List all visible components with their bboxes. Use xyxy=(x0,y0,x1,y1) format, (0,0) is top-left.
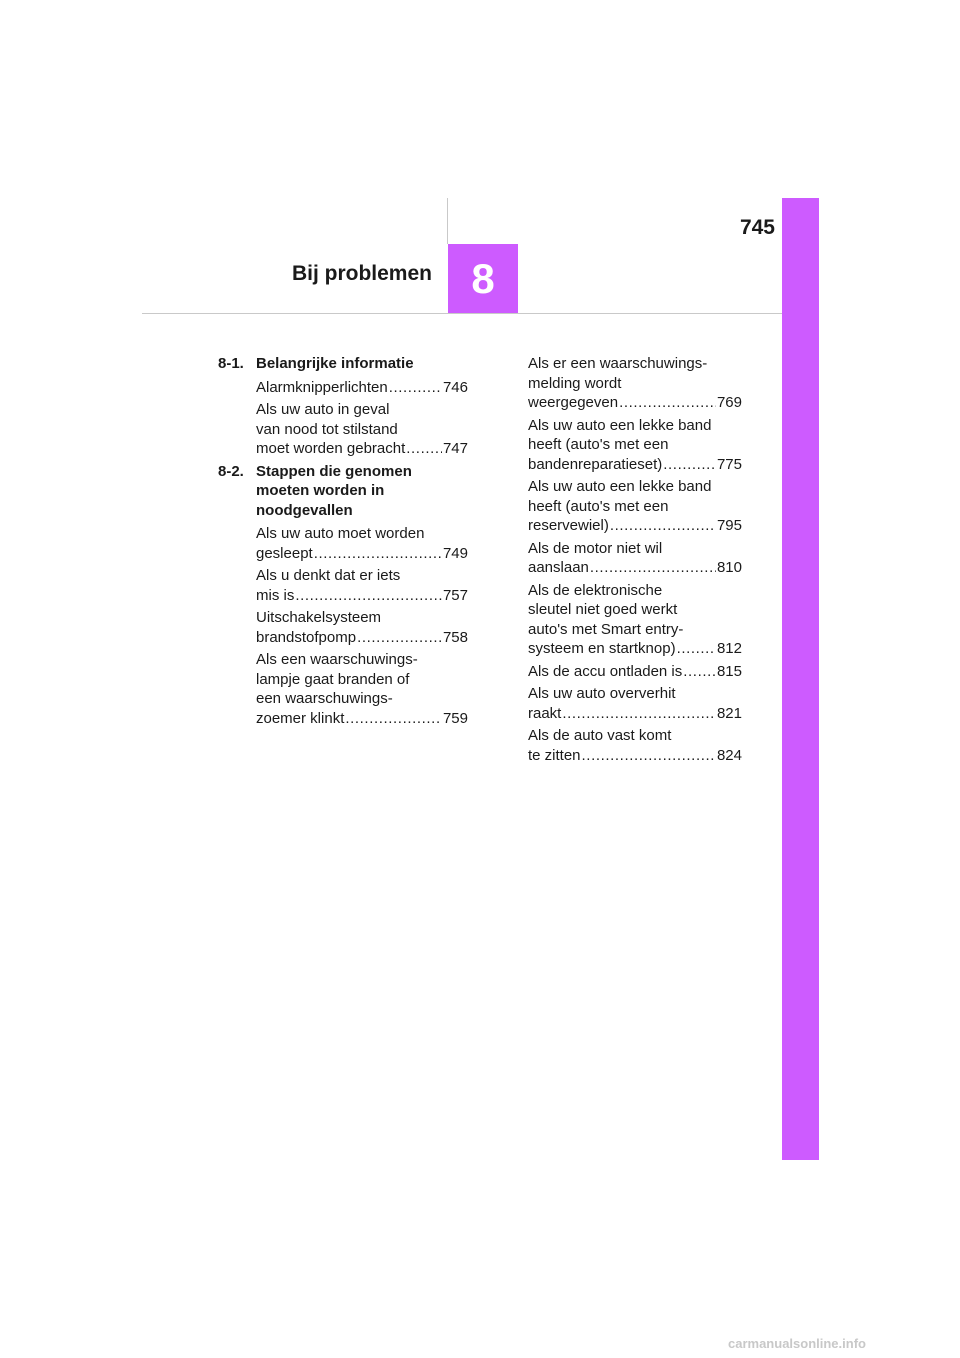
toc-entry-text: Als uw auto in geval xyxy=(256,401,390,418)
toc-entry-text: Uitschakelsysteem xyxy=(256,609,382,626)
toc-entry-last-line xyxy=(256,586,468,606)
toc-entry[interactable] xyxy=(528,416,742,475)
dot-leader xyxy=(295,586,442,606)
toc-entry-text: Als uw auto moet worden xyxy=(256,525,425,542)
toc-page-number[interactable]: 759 xyxy=(442,709,468,727)
watermark: carmanualsonline.info xyxy=(728,1336,866,1351)
toc-entry-text: Als de auto vast komt xyxy=(528,727,672,744)
toc-entry[interactable] xyxy=(256,524,468,563)
toc-entry-text: auto's met Smart entry- xyxy=(528,620,684,638)
toc-section-number: 8-1. xyxy=(218,355,244,372)
toc-entry-text: Als de elektronische xyxy=(528,581,663,599)
toc-page-number[interactable]: 824 xyxy=(716,746,742,764)
dot-leader xyxy=(562,704,716,724)
toc-page-number[interactable]: 769 xyxy=(716,394,742,411)
dot-leader xyxy=(357,628,442,648)
toc-entry-text: Als uw auto oververhit xyxy=(528,685,676,702)
toc-page-number[interactable]: 758 xyxy=(442,628,468,646)
toc-entry-text: aanslaan xyxy=(528,559,589,576)
dot-leader xyxy=(345,709,442,729)
dot-leader xyxy=(406,439,442,459)
toc-entry-text: Als u denkt dat er iets xyxy=(256,567,401,584)
toc-left-column xyxy=(218,354,468,731)
toc-entry-last-line xyxy=(256,544,468,564)
toc-entry[interactable] xyxy=(528,354,742,413)
toc-page-number[interactable]: 775 xyxy=(716,455,742,473)
toc-entry[interactable] xyxy=(256,378,468,398)
toc-section-number: 8-2. xyxy=(218,462,244,480)
toc-entry-text: melding wordt xyxy=(528,374,622,392)
chapter-number-badge: 8 xyxy=(448,244,518,313)
toc-section-heading xyxy=(218,462,468,521)
toc-entry-last-line xyxy=(256,439,468,459)
page-number: 745 xyxy=(739,216,775,239)
toc-entry-text: heeft (auto's met een xyxy=(528,497,669,515)
toc-section-title xyxy=(256,462,468,521)
toc-entry[interactable] xyxy=(528,662,742,682)
toc-entry-last-line xyxy=(256,709,468,729)
toc-entry-text: Als de motor niet wil xyxy=(528,539,663,557)
toc-entry[interactable] xyxy=(256,400,468,459)
toc-page-number[interactable]: 749 xyxy=(442,544,468,562)
toc-entry[interactable] xyxy=(256,650,468,728)
toc-entry-text: Als uw auto een lekke band xyxy=(528,416,712,434)
toc-entry-last-line xyxy=(528,639,742,659)
toc-entry[interactable] xyxy=(528,684,742,723)
dot-leader xyxy=(590,558,716,578)
toc-entry-text: brandstofpomp xyxy=(256,628,357,646)
toc-section-title-line: moeten worden in xyxy=(256,482,385,499)
toc-right-column xyxy=(528,354,742,768)
toc-entry-text: gesleept xyxy=(256,544,313,562)
header-divider-vertical xyxy=(447,198,448,244)
toc-page-number[interactable]: 812 xyxy=(716,640,742,657)
dot-leader xyxy=(663,455,716,475)
toc-page-number[interactable]: 821 xyxy=(716,704,742,722)
toc-page-number[interactable]: 747 xyxy=(442,440,468,457)
toc-entry[interactable] xyxy=(528,539,742,578)
chapter-side-tab xyxy=(782,198,819,1160)
toc-entry-text: weergegeven xyxy=(528,394,619,411)
toc-entry-text: raakt xyxy=(528,704,562,722)
dot-leader xyxy=(619,393,716,413)
toc-entry[interactable] xyxy=(528,581,742,659)
toc-entry-text: lampje gaat branden of xyxy=(256,670,410,688)
toc-entry-last-line xyxy=(528,662,742,682)
toc-entry-text: Als er een waarschuwings- xyxy=(528,355,708,372)
toc-section-title-line: Stappen die genomen xyxy=(256,462,412,480)
toc-entry[interactable] xyxy=(528,477,742,536)
dot-leader xyxy=(610,516,716,536)
dot-leader xyxy=(683,662,716,682)
toc-entry-text: sleutel niet goed werkt xyxy=(528,601,678,618)
toc-page-number[interactable]: 810 xyxy=(716,559,742,576)
toc-entry-text: een waarschuwings- xyxy=(256,690,393,707)
toc-entry-last-line xyxy=(528,516,742,536)
toc-page-number[interactable]: 746 xyxy=(442,378,468,396)
toc-entry-last-line xyxy=(528,704,742,724)
toc-entry-text: van nood tot stilstand xyxy=(256,420,398,438)
toc-entry-last-line xyxy=(528,393,742,413)
toc-entry-text: Als de accu ontladen is xyxy=(528,662,683,680)
toc-entry-last-line xyxy=(528,455,742,475)
toc-entry-text: Als uw auto een lekke band xyxy=(528,478,712,495)
toc-section-title: Belangrijke informatie xyxy=(256,355,414,372)
toc-section-title-line: noodgevallen xyxy=(256,501,353,519)
toc-section-heading xyxy=(218,354,468,374)
toc-entry-text: Als een waarschuwings- xyxy=(256,651,418,668)
toc-entry-last-line xyxy=(256,628,468,648)
toc-entry-text: Alarmknipperlichten xyxy=(256,378,388,396)
toc-entry-last-line xyxy=(528,746,742,766)
toc-entry-text: mis is xyxy=(256,586,295,604)
dot-leader xyxy=(582,746,716,766)
toc-entry-last-line xyxy=(256,378,468,398)
toc-entry-text: moet worden gebracht xyxy=(256,440,406,457)
toc-entry-text: reservewiel) xyxy=(528,517,609,534)
toc-entry-text: zoemer klinkt xyxy=(256,709,345,727)
toc-entry[interactable] xyxy=(256,566,468,605)
toc-entry-last-line xyxy=(528,558,742,578)
header-divider-horizontal xyxy=(142,313,782,314)
dot-leader xyxy=(389,378,442,398)
toc-entry-text: te zitten xyxy=(528,746,581,764)
dot-leader xyxy=(677,639,716,659)
toc-page-number[interactable]: 815 xyxy=(716,662,742,680)
toc-page-number[interactable]: 757 xyxy=(442,586,468,604)
dot-leader xyxy=(314,544,442,564)
chapter-title: Bij problemen xyxy=(291,262,432,285)
toc-entry-text: heeft (auto's met een xyxy=(528,436,669,453)
toc-entry[interactable] xyxy=(528,726,742,765)
toc-entry[interactable] xyxy=(256,608,468,647)
toc-page-number[interactable]: 795 xyxy=(716,517,742,534)
toc-entry-text: bandenreparatieset) xyxy=(528,455,663,473)
toc-entry-text: systeem en startknop) xyxy=(528,640,676,657)
